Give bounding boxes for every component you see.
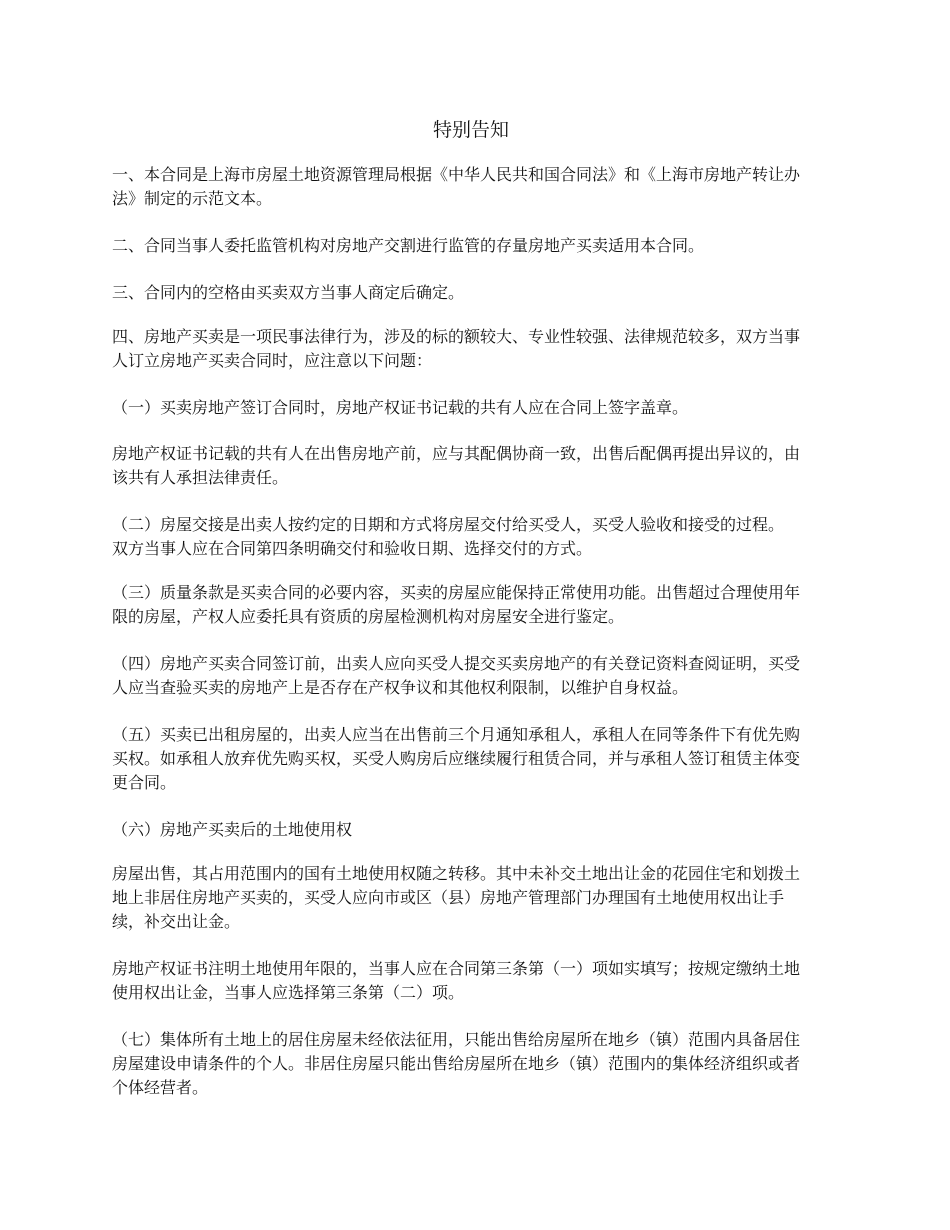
paragraph-10: （五）买卖已出租房屋的，出卖人应当在出售前三个月通知承租人，承租人在同等条件下有优先购买权。如承租人放弃优先购买权，买受人购房后应继续履行租赁合同，并与承租人签订租赁主体变更合同。 <box>112 725 801 792</box>
paragraph-2: 二、合同当事人委托监管机构对房地产交割进行监管的存量房地产买卖适用本合同。 <box>112 236 705 255</box>
paragraph-6: 房地产权证书记载的共有人在出售房地产前，应与其配偶协商一致，出售后配偶再提出异议的，由该共有人承担法律责任。 <box>112 444 801 487</box>
paragraph-9: （四）房地产买卖合同签订前，出卖人应向买受人提交买卖房地产的有关登记资料查阅证明，买受人应当查验买卖的房地产上是否存在产权争议和其他权利限制，以维护自身权益。 <box>112 654 801 697</box>
paragraph-13: 房地产权证书注明土地使用年限的，当事人应在合同第三条第（一）项如实填写；按规定缴纳土地使用权出让金，当事人应选择第三条第（二）项。 <box>112 959 801 1002</box>
paragraph-14: （七）集体所有土地上的居住房屋未经依法征用，只能出售给房屋所在地乡（镇）范围内具备居住房屋建设申请条件的个人。非居住房屋只能出售给房屋所在地乡（镇）范围内的集体经济组织或者个体经营者。 <box>112 1030 801 1097</box>
paragraph-4: 四、房地产买卖是一项民事法律行为，涉及的标的额较大、专业性较强、法律规范较多，双方当事人订立房地产买卖合同时，应注意以下问题： <box>112 327 801 370</box>
paragraph-8: （三）质量条款是买卖合同的必要内容，买卖的房屋应能保持正常使用功能。出售超过合理使用年限的房屋，产权人应委托具有资质的房屋检测机构对房屋安全进行鉴定。 <box>112 583 801 626</box>
document-title: 特别告知 <box>432 119 509 141</box>
paragraph-12: 房屋出售，其占用范围内的国有土地使用权随之转移。其中未补交土地出让金的花园住宅和划拨土地上非居住房地产买卖的，买受人应向市或区（县）房地产管理部门办理国有土地使用权出让手续，补交出让金。 <box>112 864 801 931</box>
paragraph-7: （二）房屋交接是出卖人按约定的日期和方式将房屋交付给买受人，买受人验收和接受的过程。 双方当事人应在合同第四条明确交付和验收日期、选择交付的方式。 <box>112 515 793 558</box>
paragraph-1: 一、本合同是上海市房屋土地资源管理局根据《中华人民共和国合同法》和《上海市房地产转让办法》制定的示范文本。 <box>112 165 801 208</box>
paragraph-3: 三、合同内的空格由买卖双方当事人商定后确定。 <box>112 283 465 302</box>
paragraph-11: （六）房地产买卖后的土地使用权 <box>112 820 353 839</box>
paragraph-5: （一）买卖房地产签订合同时，房地产权证书记载的共有人应在合同上签字盖章。 <box>112 398 689 417</box>
